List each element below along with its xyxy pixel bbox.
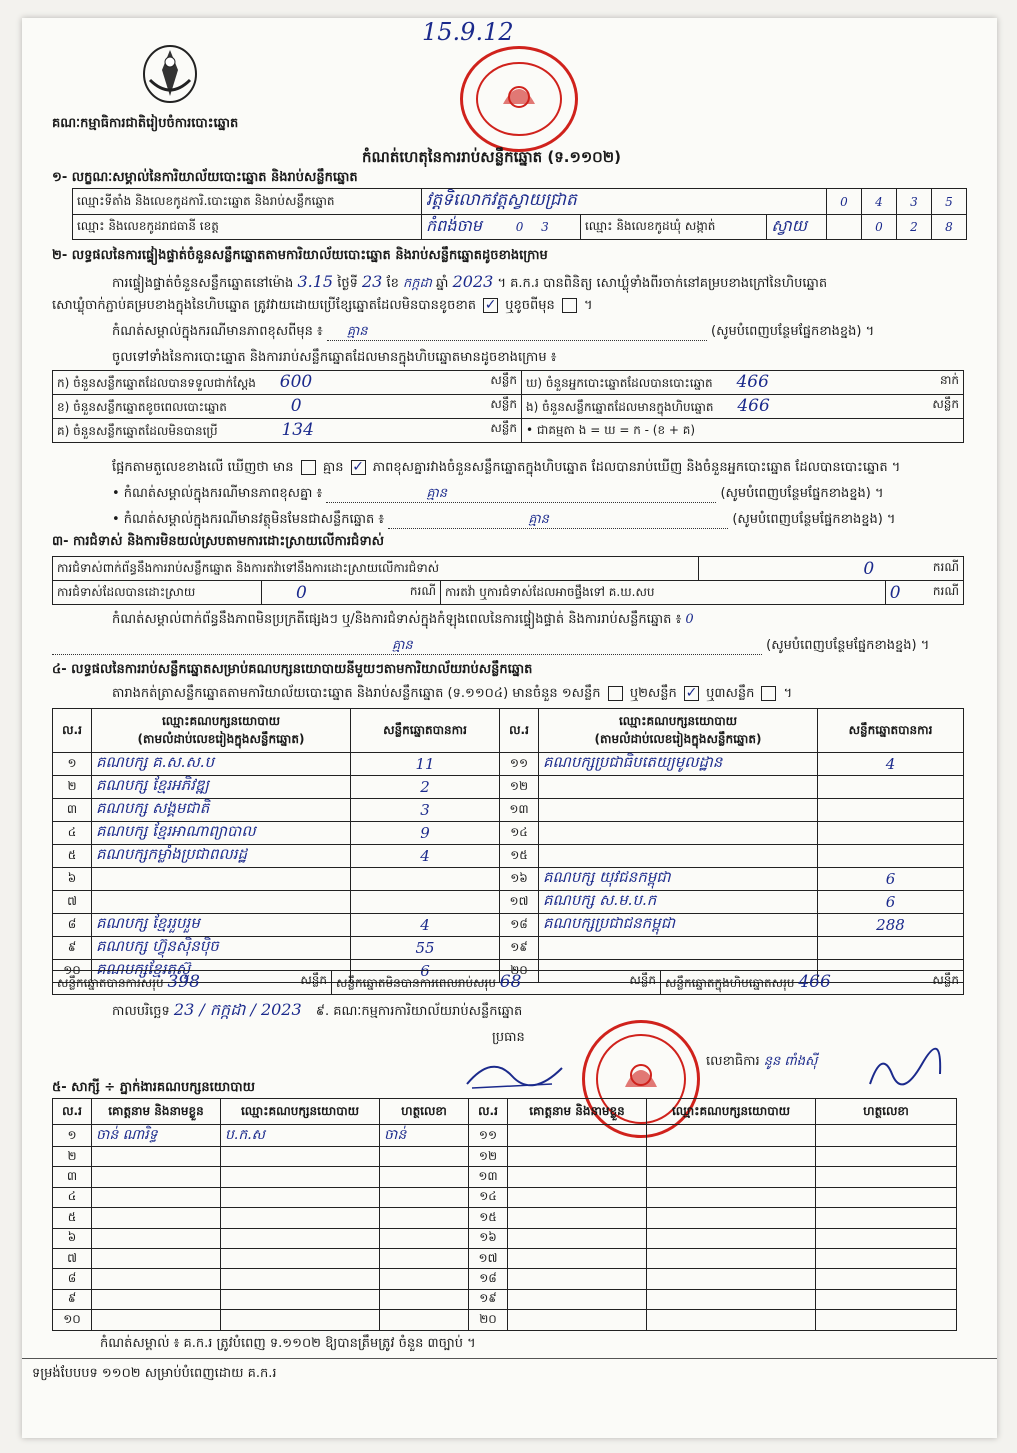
party-votes [818,822,964,845]
party-no: ៤ [53,822,92,845]
witness-no: ៤ [53,1187,92,1207]
form-title: កំណត់ហេតុនៃការរាប់សន្លឹកឆ្នោត (ទ.១១០២) [362,148,622,166]
party-votes [351,868,500,891]
irregularity-note-label: កំណត់សម្គាល់ពាក់ព័ន្ធនឹងភាពមិនប្រក្រតីផ្សេងៗ ឬ/និងការជំទាស់ក្នុងកំឡុងពេលនៃការផ្ទៀងផ្ទាត់ និងការរាប់សន្លឹកឆ្នោត ៖ [112,612,682,627]
witness-no: ១៥ [469,1208,508,1228]
party-name: គណបក្សកម្លាំងប្រជាពលរដ្ឋ [92,845,351,868]
case-label: ករណី [409,583,436,598]
witness-name [92,1269,221,1289]
witness-party [647,1167,816,1187]
party-no: ១៩ [500,937,539,960]
difference-yes-checkbox[interactable] [301,460,316,475]
section4-heading: ៤- លទ្ធផលនៃការរាប់សន្លឹកឆ្នោតសម្រាប់គណបក្សនយោបាយនីមួយៗតាមការិយាល័យរាប់សន្លឹកឆ្នោត [52,662,533,677]
fill-note: (សូមបំពេញបន្ថែមផ្នែកខាងខ្នង) ។ [720,486,884,501]
witness-name [508,1125,647,1147]
seal-text: សោឃ្លុំចាក់ភ្ជាប់គម្របខាងក្នុងនៃហិបឆ្នោត ត្រូវវាយដោយប្រើខ្សែឆ្នោតដែលមិនបានខូចខាត [52,298,476,313]
time-intro: ការផ្ទៀងផ្ទាត់ចំនួនសន្លឹកឆ្នោតនៅម៉ោង [112,276,294,291]
province-code-digit: 0 [515,220,524,234]
inspection-text: ។ គ.ក.រ បានពិនិត្យ សោឃ្លុំទាំងពីរចាក់នៅគម្របខាងក្រៅនៃហិបឆ្នោត [497,276,828,291]
bullet2-label: • កំណត់សម្គាល់ក្នុងករណីមានវត្ថុមិនមែនជាសន្លឹកឆ្នោត ៖ [112,512,385,527]
nec-emblem [140,40,200,106]
seal-broken-checkbox[interactable] [562,298,577,313]
party-name [539,937,818,960]
party-no: ១៥ [500,845,539,868]
party-no: ១០ [53,960,92,983]
results-table [52,708,964,983]
party-no: ៧ [53,891,92,914]
witness-name [508,1289,647,1309]
resolved-value: 0 [296,582,307,603]
difference-note-value: គ្មាន [346,324,368,339]
in-box-label: ង) ចំនួនសន្លឹកឆ្នោតដែលមានក្នុងហិបឆ្នោត [526,400,714,414]
party-votes: 6 [818,868,964,891]
location-code-digit: 0 [840,194,848,209]
witness-signature [380,1208,469,1228]
unused-value: 134 [281,420,314,440]
section1-heading: ១- លក្ខណៈសម្គាល់នៃការិយាល័យបោះឆ្នោត និងរាប់សន្លឹកឆ្នោត [52,170,358,185]
commission-label: ៩. គណៈកម្មការការិយាល័យរាប់សន្លឹកឆ្នោត [315,1004,523,1019]
party-votes [818,845,964,868]
party-no: ២ [53,776,92,799]
witness-no: ៩ [53,1289,92,1309]
tally-sheets-line: តារាងកត់ត្រាសន្លឹកឆ្នោតតាមការិយាល័យបោះឆ្នោត និងរាប់សន្លឹកឆ្នោត (ទ.១១០៤) មានចំនួន ១សន្លឹក ឬ២សន្លឹក ✓ ឬ៣សន្លឹក ។ [112,686,792,702]
witness-no: ១ [53,1125,92,1147]
witness-name [508,1208,647,1228]
section2-heading: ២- លទ្ធផលនៃការផ្ទៀងផ្ទាត់ចំនួនសន្លឹកឆ្នោតតាមការិយាល័យបោះឆ្នោត និងរាប់សន្លឹកឆ្នោតដូចខាងក្រោម [52,248,548,263]
witness-no: ៥ [53,1208,92,1228]
day-label: ថ្ងៃទី [337,276,358,291]
objection-label: ការជំទាស់ពាក់ព័ន្ធនឹងការរាប់សន្លឹកឆ្នោត និងការតវ៉ាទៅនឹងការដោះស្រាយលើការជំទាស់ [53,557,699,581]
received-value: 600 [279,372,313,392]
witness-party [221,1167,380,1187]
unused-label: គ) ចំនួនសន្លឹកឆ្នោតដែលមិនបានប្រើ [57,424,218,438]
col-party-sub: (តាមលំដាប់លេខរៀងក្នុងសន្លឹកឆ្នោត) [137,731,305,746]
party-name [539,776,818,799]
witness-party [647,1208,816,1228]
table-row [53,753,964,776]
party-name: គណបក្ស ខ្មែរអាណាព្យាបាល [92,822,351,845]
witness-name [92,1310,221,1330]
party-name: គណបក្ស ហ៊្វុនស៊ិនប៉ិច [92,937,351,960]
location-code-digit: 3 [910,194,918,209]
witness-name [92,1248,221,1268]
party-no: ១ [53,753,92,776]
witness-no: ១១ [469,1125,508,1147]
year-label: ឆ្នាំ [436,276,449,291]
witness-signature [816,1147,957,1167]
table-row [53,1167,957,1187]
witness-no: ១៨ [469,1269,508,1289]
commune-value: ស្វាយ [771,216,807,235]
date-value: 23 / កក្កដា / 2023 [173,1000,302,1019]
table-row [53,914,964,937]
compare-line [112,460,900,476]
total-invalid-value: 68 [499,972,522,992]
table-row [53,1228,957,1248]
witness-signature: ចាន់ [380,1125,469,1147]
witness-signature [816,1289,957,1309]
table-row [53,868,964,891]
party-no: ៣ [53,799,92,822]
party-name: គណបក្សប្រជាធិបតេយ្យមូលដ្ឋាន [539,753,818,776]
totals-table [52,970,964,995]
party-name [539,822,818,845]
party-no: ១៨ [500,914,539,937]
witness-no: ៧ [53,1248,92,1268]
irregularity-note-value2: គ្មាន [392,638,413,653]
form-footer: ទម្រង់បែបបទ ១១០២ សម្រាប់បំពេញដោយ គ.ក.រ [32,1366,277,1381]
col-no-header: ល.រ [53,709,92,753]
witness-signature [380,1187,469,1207]
col-party-sub: (តាមលំដាប់លេខរៀងក្នុងសន្លឹកឆ្នោត) [594,731,762,746]
party-name: គណបក្ស សង្គមជាតិ [92,799,351,822]
witness-party [647,1248,816,1268]
witness-party [221,1187,380,1207]
party-votes [818,799,964,822]
total-box-value: 466 [798,972,831,992]
unit-label: សន្លឹក [629,973,656,987]
witness-party [221,1310,380,1330]
party-name [539,845,818,868]
col-votes-header: សន្លឹកឆ្នោតបានការ [818,709,964,753]
witness-party [647,1228,816,1248]
party-votes [818,937,964,960]
party-votes: 9 [351,822,500,845]
bullet1-value: គ្មាន [426,486,447,501]
location-code-digit: 5 [945,194,953,209]
table-row [53,1147,957,1167]
party-no: ៦ [53,868,92,891]
unit-label: សន្លឹក [490,397,517,411]
party-name [92,891,351,914]
party-name: គណបក្ស គ.ស.ស.ប [92,753,351,776]
seal-broken-label: ឬខូចពីមុន [505,298,555,313]
province-code-digit: 3 [541,220,549,234]
party-votes: 11 [351,753,500,776]
party-name [92,868,351,891]
witness-signature [380,1248,469,1268]
witness-col-no: ល.រ [469,1099,508,1125]
secretary-label: លេខាធិការ [706,1054,760,1069]
difference-none-label: គ្មាន [322,460,344,475]
form-page [22,18,997,1438]
in-box-value: 466 [737,396,770,416]
party-no: ១៤ [500,822,539,845]
unit-label: សន្លឹក [932,397,959,411]
witness-name [92,1289,221,1309]
witness-no: ៣ [53,1167,92,1187]
irregularity-note-value: 0 [685,612,694,627]
unit-label: សន្លឹក [490,373,517,387]
party-votes: 288 [818,914,964,937]
witness-name [508,1248,647,1268]
witness-no: ១៣ [469,1167,508,1187]
commune-label: ឈ្មោះ និងលេខកូដឃុំ សង្កាត់ [581,215,767,240]
witness-signature [380,1289,469,1309]
party-name: គណបក្ស ខ្មែររួបរួម [92,914,351,937]
bullet1-label: • កំណត់សម្គាល់ក្នុងករណីមានភាពខុសគ្នា ៖ [112,486,323,501]
count-intro: ចូលទៅទាំងនៃការបោះឆ្នោត និងការរាប់សន្លឹកឆ្នោតដែលមានក្នុងហិបឆ្នោតមានដូចខាងក្រោម ៖ [112,350,557,365]
witness-no: ១២ [469,1147,508,1167]
case-label: ករណី [932,559,959,574]
witness-party [647,1147,816,1167]
witness-name [508,1167,647,1187]
party-name: គណបក្សខ្មែរតស៊ូ [92,960,351,983]
witness-no: ១៤ [469,1187,508,1207]
spoiled-label: ខ) ចំនួនសន្លឹកឆ្នោតខូចពេលបោះឆ្នោត [57,400,227,414]
witness-name [508,1269,647,1289]
org-name: គណៈកម្មាធិការជាតិរៀបចំការបោះឆ្នោត [52,116,239,131]
party-votes: 3 [351,799,500,822]
unit-label: នាក់ [939,373,959,387]
witness-signature [380,1147,469,1167]
year-value: 2023 [452,272,494,291]
witness-name [92,1167,221,1187]
party-no: ១៧ [500,891,539,914]
party-votes: 4 [818,753,964,776]
witness-signature [816,1228,957,1248]
witness-signature [380,1310,469,1330]
table-row [53,799,964,822]
witness-name [92,1147,221,1167]
witness-no: ១០ [53,1310,92,1330]
tally-sheets-text: តារាងកត់ត្រាសន្លឹកឆ្នោតតាមការិយាល័យបោះឆ្នោត និងរាប់សន្លឹកឆ្នោត (ទ.១១០៤) មានចំនួន ១សន្លឹក [112,686,601,701]
witness-no: ៦ [53,1228,92,1248]
two-sheets-checkbox[interactable] [684,686,699,701]
table-row [53,776,964,799]
commune-code-digit: 0 [875,220,883,234]
witness-signature [816,1167,957,1187]
two-sheets-label: ឬ២សន្លឹក [629,686,677,701]
appeal-label: ការតវ៉ា ឬការជំទាស់ដែលអាចផ្ទឹងទៅ គ.ឃ.សប [441,581,886,605]
witness-signature [816,1248,957,1268]
witness-party [221,1228,380,1248]
witness-signature [816,1125,957,1147]
date-line [112,1002,522,1020]
table-row [53,1248,957,1268]
witness-signature [380,1167,469,1187]
witness-no: ១៩ [469,1289,508,1309]
voters-label: ឃ) ចំនួនអ្នកបោះឆ្នោតដែលបានបោះឆ្នោត [526,376,713,390]
party-no: ១៦ [500,868,539,891]
witness-party [647,1289,816,1309]
witness-col-name: គោត្តនាម និងនាមខ្លួន [92,1099,221,1125]
party-votes: 6 [818,891,964,914]
compare-rest-text: ភាពខុសគ្នារវាងចំនួនសន្លឹកឆ្នោតក្នុងហិបឆ្នោត ដែលបានរាប់ឃើញ និងចំនួនអ្នកបោះឆ្នោត ដែលបានបោះឆ្នោត ។ [372,460,901,475]
party-name: គណបក្សប្រជាជនកម្ពុជា [539,914,818,937]
party-name [539,799,818,822]
witness-table [52,1098,957,1331]
location-code-digit: 4 [875,194,883,209]
seal-intact-checkbox[interactable] [483,298,498,313]
commune-code-digit: 8 [945,220,953,234]
case-label: ករណី [932,583,959,598]
spoiled-value: 0 [290,396,302,416]
witness-party [647,1187,816,1207]
witness-no: ២០ [469,1310,508,1330]
witness-col-party: ឈ្មោះគណបក្សនយោបាយ [647,1099,816,1125]
table-row [53,1269,957,1289]
fill-note: (សូមបំពេញបន្ថែមផ្នែកខាងខ្នង) ។ [732,512,896,527]
unit-label: សន្លឹក [932,973,959,987]
irregularity-note-line2 [52,638,972,655]
witness-name: ចាន់ ណារិទ្ធ [92,1125,221,1147]
table-row [53,1310,957,1330]
witness-name [508,1310,647,1330]
party-votes: 4 [351,914,500,937]
party-name: គណបក្ស ស.ម.ប.ក [539,891,818,914]
witness-col-name: គោត្តនាម និងនាមខ្លួន [508,1099,647,1125]
location-table [72,188,967,240]
party-votes: 55 [351,937,500,960]
unit-label: សន្លឹក [300,973,327,987]
resolved-label: ការជំទាស់ដែលបានដោះស្រាយ [53,581,262,605]
received-label: ក) ចំនួនសន្លឹកឆ្នោតដែលបានទទួលជាក់ស្តែង [57,376,256,390]
fill-note: (សូមបំពេញបន្ថែមផ្នែកខាងខ្នង) ។ [766,638,930,653]
table-row [53,937,964,960]
date-label: កាលបរិច្ឆេទ [112,1004,170,1019]
province-label: ឈ្មោះ និងលេខកូដរាជធានី ខេត្ត [73,215,422,240]
col-no-header: ល.រ [500,709,539,753]
location-label: ឈ្មោះទីតាំង និងលេខកូដការិ.បោះឆ្នោត និងរាប់សន្លឹកឆ្នោត [73,189,422,215]
witness-party [221,1289,380,1309]
party-no: ១២ [500,776,539,799]
total-valid-value: 398 [167,972,200,992]
witness-col-no: ល.រ [53,1099,92,1125]
footnote: កំណត់សម្គាល់ ៖ គ.ក.រ ត្រូវបំពេញ ទ.១១០២ ឱ្យបានត្រឹមត្រូវ ចំនួន ៣ច្បាប់ ។ [100,1336,476,1351]
fill-note: (សូមបំពេញបន្ថែមផ្នែកខាងខ្នង) ។ [711,324,875,339]
party-no: ១១ [500,753,539,776]
unit-label: សន្លឹក [490,421,517,435]
time-value: 3.15 [297,272,334,291]
table-row [53,845,964,868]
three-sheets-checkbox[interactable] [761,686,776,701]
witness-party [221,1147,380,1167]
total-valid-label: សន្លឹកឆ្នោតបានការសរុប [57,976,164,990]
witness-name [92,1208,221,1228]
party-votes [818,776,964,799]
party-votes [351,891,500,914]
witness-no: ២ [53,1147,92,1167]
verification-time-line [112,274,827,292]
party-no: ៩ [53,937,92,960]
party-votes: 2 [351,776,500,799]
handwritten-ref-number: 15.9.12 [422,18,514,46]
party-votes: 4 [351,845,500,868]
secretary-value: នូន ពាំងស៊ី [763,1054,818,1069]
official-seal-top [460,46,578,152]
witness-no: ១៦ [469,1228,508,1248]
witness-party [647,1269,816,1289]
province-value: កំពង់ចាម [426,216,482,235]
witness-party [647,1125,816,1147]
witness-col-party: ឈ្មោះគណបក្សនយោបាយ [221,1099,380,1125]
difference-none-checkbox[interactable] [351,460,366,475]
bullet2-line [112,512,972,529]
witness-signature [380,1269,469,1289]
table-row [53,891,964,914]
section5-heading: ៥- សាក្សី ÷ ភ្នាក់ងារគណបក្សនយោបាយ [52,1080,255,1095]
col-party-header: ឈ្មោះគណបក្សនយោបាយ [161,713,281,728]
witness-name [92,1228,221,1248]
appeal-value: 0 [889,582,901,603]
one-sheet-checkbox[interactable] [608,686,623,701]
objection-value: 0 [863,558,875,579]
month-value: កក្កដា [403,276,432,291]
party-no: ៥ [53,845,92,868]
bullet1-line [112,486,972,503]
witness-signature [816,1208,957,1228]
witness-name [508,1147,647,1167]
witness-signature [816,1310,957,1330]
witness-col-sign: ហត្ថលេខា [816,1099,957,1125]
party-no: ៨ [53,914,92,937]
difference-note-label: កំណត់សម្គាល់ក្នុងករណីមានភាពខុសពីមុន ៖ [112,324,323,339]
table-row [53,1125,957,1147]
secretary-signature [862,1044,942,1094]
witness-signature [816,1269,957,1289]
location-value: វត្តទិលោកវត្តស្វាយជ្រាត [426,190,577,210]
col-party-header: ឈ្មោះគណបក្សនយោបាយ [618,713,738,728]
witness-name [508,1228,647,1248]
witness-signature [380,1228,469,1248]
table-row [53,822,964,845]
day-value: 23 [361,272,383,291]
total-invalid-label: សន្លឹកឆ្នោតមិនបានការពេលរាប់សរុប [336,976,496,990]
party-no: ១៣ [500,799,539,822]
party-no: ២០ [500,960,539,983]
witness-col-sign: ហត្ថលេខា [380,1099,469,1125]
party-name: គណបក្ស យុវជនកម្ពុជា [539,868,818,891]
seal-line: សោឃ្លុំចាក់ភ្ជាប់គម្របខាងក្នុងនៃហិបឆ្នោត ត្រូវវាយដោយប្រើខ្សែឆ្នោតដែលមិនបានខូចខាត ✓ ឬខូចពីមុន ។ [52,298,593,314]
footer-rule [22,1358,997,1359]
secretary-line [706,1054,817,1070]
three-sheets-label: ឬ៣សន្លឹក [706,686,755,701]
table-row [53,1187,957,1207]
witness-party [221,1208,380,1228]
chair-label: ប្រធាន [492,1030,525,1045]
commune-code-digit: 2 [910,220,918,234]
total-box-label: សន្លឹកឆ្នោតក្នុងហិបឆ្នោតសរុប [665,976,795,990]
bullet2-value: គ្មាន [528,512,549,527]
compare-text: ផ្អែកតាមតួលេខខាងលើ ឃើញថា មាន [112,460,294,475]
irregularity-note-line [112,612,694,628]
formula: • ជាគម្មតា ង = ឃ = ក - (ខ + គ) [522,419,964,443]
witness-name [92,1187,221,1207]
table-row [53,1289,957,1309]
witness-party [221,1248,380,1268]
chair-signature [462,1054,572,1094]
table-row [53,1208,957,1228]
witness-party [647,1310,816,1330]
witness-name [508,1187,647,1207]
party-name: គណបក្ស ខ្មែរអភិវឌ្ឍ [92,776,351,799]
party-votes: 6 [351,960,500,983]
witness-party: ប.ក.ស [221,1125,380,1147]
month-label: ខែ [386,276,399,291]
witness-signature [816,1187,957,1207]
witness-no: ១៧ [469,1248,508,1268]
section3-heading: ៣- ការជំទាស់ និងការមិនយល់ស្របតាមការដោះស្រាយលើការជំទាស់ [52,534,384,549]
witness-no: ៨ [53,1269,92,1289]
witness-party [221,1269,380,1289]
ballot-count-table [52,370,964,443]
objection-table [52,556,964,605]
difference-note-line [112,324,972,341]
voters-value: 466 [736,372,769,392]
col-votes-header: សន្លឹកឆ្នោតបានការ [351,709,500,753]
